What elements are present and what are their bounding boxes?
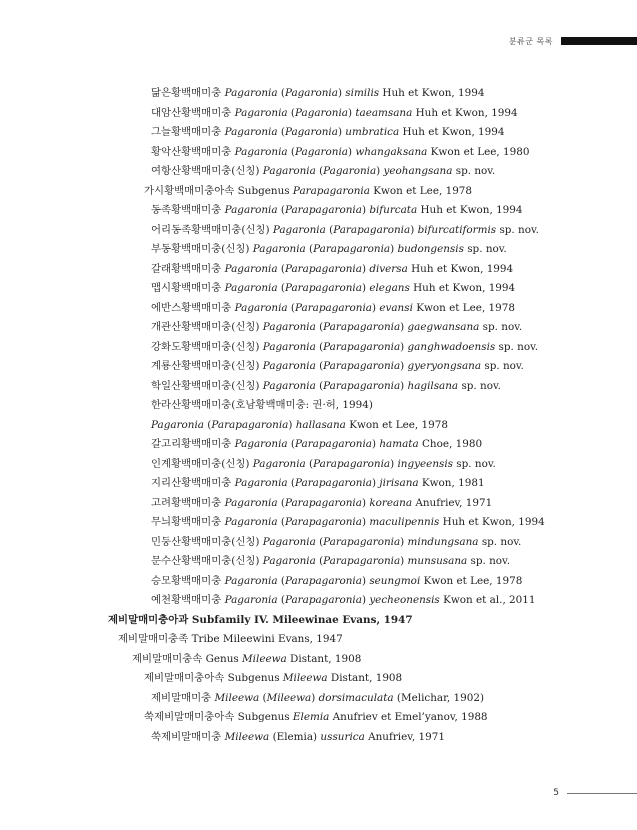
scientific-name: bifurcata: [369, 204, 418, 216]
scientific-name: Pagaronia: [224, 262, 278, 275]
taxon-entry: [132, 652, 361, 672]
scientific-name: Parapagaronia: [313, 457, 391, 470]
taxon-text: 동족황백매미충: [151, 204, 225, 216]
taxon-text: (: [277, 574, 285, 587]
taxon-text: sp. nov.: [481, 360, 524, 372]
scientific-name: gyeryongsana: [407, 360, 482, 372]
scientific-name: Pagaronia: [234, 438, 288, 450]
taxon-text: 고려황백매미충: [151, 496, 225, 509]
taxon-entry: [144, 184, 472, 204]
scientific-name: maculipennis: [369, 516, 440, 528]
scientific-name: Parapagaronia: [323, 321, 401, 333]
scientific-name: Parapagaronia: [333, 223, 411, 236]
taxon-text: (: [277, 496, 285, 509]
taxon-text: 승모황백매미충: [151, 574, 225, 587]
scientific-name: Pagaronia: [224, 516, 278, 528]
scientific-name: Pagaronia: [284, 126, 338, 138]
scientific-name: hamata: [379, 438, 419, 450]
taxon-entry: [118, 632, 343, 652]
scientific-name: evansi: [379, 301, 413, 314]
scientific-name: diversa: [369, 262, 408, 275]
taxon-text: (: [277, 594, 285, 606]
taxon-text: ): [337, 126, 346, 138]
taxon-text: (: [259, 691, 267, 704]
taxon-entry: [144, 671, 402, 691]
taxon-text: 제비말매미충아속 Subgenus: [144, 672, 283, 684]
taxon-text: sp. nov.: [479, 321, 523, 333]
scientific-name: Pagaronia: [234, 301, 288, 314]
taxon-text: 인계황백매미충(신칭): [151, 457, 253, 470]
taxon-entry: [151, 554, 510, 574]
taxon-text: 지리산황백매미충: [151, 477, 235, 489]
scientific-name: jirisana: [379, 477, 419, 489]
taxon-text: ): [311, 691, 319, 704]
scientific-name: ussurica: [320, 730, 365, 743]
scientific-name: Parapagaronia: [211, 418, 289, 431]
taxon-entry: [151, 691, 484, 711]
taxon-text: Huh et Kwon, 1994: [379, 87, 485, 99]
taxon-entry: [151, 398, 373, 418]
taxon-text: Anufriev, 1971: [412, 496, 493, 509]
taxon-text: 계룡산황백매미충(신칭): [151, 360, 263, 372]
scientific-name: ganghwadoensis: [407, 340, 496, 353]
header-title: 분류군 목록: [508, 36, 553, 46]
taxon-entry: [151, 86, 484, 106]
taxon-text: (: [315, 321, 324, 333]
scientific-name: Pagaronia: [224, 282, 278, 294]
taxon-text: Huh et Kwon, 1994: [412, 106, 518, 119]
header-bar: [561, 37, 637, 45]
taxon-entry: [151, 262, 513, 282]
page-header: [509, 34, 637, 48]
taxon-text: sp. nov.: [478, 535, 522, 548]
scientific-name: Parapagaronia: [294, 301, 372, 314]
taxon-text: ): [400, 379, 408, 392]
taxon-entry: [151, 242, 507, 262]
taxon-text: (: [315, 165, 324, 177]
scientific-name: mindungsana: [407, 535, 479, 548]
scientific-name: Pagaronia: [284, 87, 338, 99]
scientific-name: umbratica: [345, 126, 400, 138]
scientific-name: taeamsana: [355, 106, 413, 119]
taxon-text: Huh et Kwon, 1994: [407, 262, 514, 275]
scientific-name: Pagaronia: [262, 535, 316, 548]
scientific-name: Pagaronia: [224, 574, 278, 587]
scientific-name: Parapagaronia: [284, 204, 362, 216]
taxon-text: (: [277, 87, 285, 99]
taxon-entry: [151, 379, 501, 399]
taxon-text: (: [287, 438, 295, 450]
taxon-text: (Elemia): [269, 730, 321, 743]
scientific-name: Parapagaronia: [313, 243, 391, 255]
taxon-text: Anufriev et Emel’yanov, 1988: [329, 711, 488, 723]
scientific-name: bifurcatiformis: [417, 223, 497, 236]
taxon-text: ): [390, 243, 398, 255]
taxon-text: ): [347, 106, 356, 119]
taxon-entry: [151, 730, 445, 750]
taxon-text: Anufriev, 1971: [364, 730, 445, 743]
taxon-text: 부동황백매미충(신칭): [151, 243, 253, 255]
taxon-text: (: [315, 360, 324, 372]
taxon-text: 무늬황백매미충: [151, 516, 225, 528]
scientific-name: Pagaronia: [262, 555, 316, 567]
scientific-name: elegans: [369, 282, 410, 294]
taxon-text: sp. nov.: [467, 555, 510, 567]
scientific-name: Parapagaronia: [323, 535, 401, 548]
scientific-name: Pagaronia: [262, 321, 316, 333]
taxon-text: 여항산황백매미충(신칭): [151, 165, 263, 177]
scientific-name: Mileewa: [242, 652, 287, 665]
taxon-text: ): [288, 418, 296, 431]
scientific-name: Parapagaronia: [284, 282, 362, 294]
scientific-name: Parapagaronia: [292, 184, 370, 197]
scientific-name: Parapagaronia: [294, 438, 372, 450]
scientific-name: Pagaronia: [323, 165, 377, 177]
scientific-name: Pagaronia: [294, 106, 348, 119]
taxon-text: (: [277, 126, 285, 138]
scientific-name: hallasana: [295, 418, 346, 431]
taxon-text: 개관산황백매미충(신칭): [151, 321, 263, 333]
taxon-text: ): [371, 301, 380, 314]
taxon-entry: [151, 223, 539, 243]
taxon-text: ): [400, 535, 408, 548]
taxon-text: ): [337, 87, 346, 99]
taxon-text: (: [315, 535, 324, 548]
taxon-text: ): [361, 574, 370, 587]
scientific-name: Pagaronia: [224, 496, 278, 509]
scientific-name: Pagaronia: [272, 223, 326, 236]
taxon-text: (: [315, 340, 324, 353]
taxon-entry: [151, 281, 515, 301]
scientific-name: whangaksana: [355, 145, 428, 158]
scientific-name: Parapagaronia: [284, 594, 362, 606]
taxon-text: Kwon et Lee, 1978: [412, 301, 515, 314]
taxon-entry: [151, 593, 536, 613]
taxon-text: Huh et Kwon, 1994: [409, 282, 516, 294]
taxon-text: sp. nov.: [495, 340, 539, 353]
scientific-name: Pagaronia: [252, 243, 306, 255]
scientific-name: Pagaronia: [262, 360, 316, 372]
scientific-name: Pagaronia: [224, 87, 278, 99]
taxon-text: 어리동족황백매미충(신칭): [151, 223, 273, 236]
taxon-text: 한라산황백매미충(호남황백매미충: 권·허, 1994): [151, 399, 373, 411]
scientific-name: Mileewa: [214, 691, 260, 704]
scientific-name: Parapagaronia: [284, 516, 362, 528]
scientific-name: Parapagaronia: [284, 574, 362, 587]
taxon-entry: [151, 515, 545, 535]
taxon-text: 제비말매미충아과 Subfamily IV. Mileewinae Evans, 1947: [108, 613, 413, 626]
taxon-text: ): [361, 282, 370, 294]
scientific-name: Parapagaronia: [284, 496, 362, 509]
taxon-text: (: [287, 106, 295, 119]
taxon-text: Distant, 1908: [327, 672, 403, 684]
scientific-name: budongensis: [397, 243, 464, 255]
taxon-text: Distant, 1908: [286, 652, 362, 665]
scientific-name: dorsimaculata: [318, 691, 394, 704]
taxon-text: Huh et Kwon, 1994: [417, 204, 523, 216]
taxon-text: (: [287, 301, 295, 314]
page-footer: [553, 788, 637, 798]
taxon-text: sp. nov.: [463, 243, 507, 255]
scientific-name: koreana: [369, 496, 413, 509]
taxon-text: 제비말매미충족 Tribe Mileewini Evans, 1947: [118, 633, 343, 645]
taxon-text: 강화도황백매미충(신칭): [151, 340, 263, 353]
taxon-entry: [151, 457, 496, 477]
taxon-entry: [151, 496, 492, 516]
taxon-text: (: [204, 418, 212, 431]
taxon-text: sp. nov.: [452, 165, 496, 177]
taxon-text: (: [277, 262, 285, 275]
scientific-name: Pagaronia: [224, 594, 278, 606]
taxon-text: ): [390, 457, 398, 470]
taxon-text: Choe, 1980: [418, 438, 483, 450]
taxon-text: 맵시황백매미충: [151, 282, 225, 294]
taxon-text: Huh et Kwon, 1994: [399, 126, 505, 138]
taxon-text: sp. nov.: [453, 457, 496, 470]
taxon-text: 학일산황백매미충(신칭): [151, 379, 263, 392]
taxon-text: (: [277, 282, 285, 294]
taxon-entry: [151, 359, 524, 379]
taxon-text: Kwon et Lee, 1978: [345, 418, 448, 431]
taxon-text: Kwon, 1981: [418, 477, 485, 489]
taxon-text: (: [277, 204, 285, 216]
scientific-name: Parapagaronia: [294, 477, 372, 489]
taxon-text: 쑥제비말매미충: [151, 730, 225, 743]
taxon-entry: [144, 710, 488, 730]
scientific-name: Pagaronia: [234, 477, 288, 489]
taxon-text: (: [325, 223, 334, 236]
scientific-name: Pagaronia: [294, 145, 348, 158]
taxon-text: (: [287, 145, 295, 158]
taxon-text: (: [315, 555, 324, 567]
taxon-entry: [151, 476, 485, 496]
scientific-name: Parapagaronia: [284, 262, 362, 275]
taxon-entry: [151, 418, 448, 438]
taxon-entry: [151, 320, 522, 340]
scientific-name: Parapagaronia: [323, 340, 401, 353]
scientific-name: Pagaronia: [252, 457, 306, 470]
taxon-text: 쑥제비말매미충아속 Subgenus: [144, 711, 293, 723]
taxon-text: sp. nov.: [458, 379, 501, 392]
scientific-name: Parapagaronia: [323, 379, 401, 392]
taxon-text: (: [305, 457, 314, 470]
scientific-name: Pagaronia: [234, 106, 288, 119]
taxon-text: ): [361, 594, 370, 606]
scientific-name: yecheonensis: [369, 594, 440, 606]
taxon-text: ): [361, 516, 370, 528]
taxon-text: 제비말매미충속 Genus: [132, 652, 243, 665]
taxon-text: ): [361, 262, 370, 275]
scientific-name: Pagaronia: [234, 145, 288, 158]
scientific-name: Pagaronia: [224, 126, 278, 138]
taxon-text: ): [361, 204, 370, 216]
taxon-text: 닮은황백매미충: [151, 87, 225, 99]
taxon-text: ): [361, 496, 370, 509]
page-number: 5: [553, 788, 559, 798]
scientific-name: Pagaronia: [262, 165, 316, 177]
taxon-text: ): [400, 340, 408, 353]
taxon-text: (Melichar, 1902): [393, 691, 485, 704]
taxon-entry: [151, 535, 521, 555]
taxon-text: 예천황백매미충: [151, 594, 225, 606]
scientific-name: Pagaronia: [224, 204, 278, 216]
scientific-name: Pagaronia: [262, 340, 316, 353]
scientific-name: Parapagaronia: [323, 360, 401, 372]
taxon-text: ): [410, 223, 418, 236]
scientific-name: Mileewa: [282, 672, 328, 684]
taxon-text: (: [305, 243, 314, 255]
taxon-text: 에반스황백매미충: [151, 301, 235, 314]
taxon-entry: [108, 613, 413, 633]
scientific-name: yeohangsana: [383, 165, 453, 177]
taxon-text: 제비말매미충: [151, 691, 215, 704]
taxon-text: 갈래황백매미충: [151, 262, 225, 275]
taxon-text: 황악산황백매미충: [151, 145, 235, 158]
taxon-entry: [151, 164, 495, 184]
taxon-text: (: [315, 379, 324, 392]
taxon-text: 갈고리황백매미충: [151, 438, 235, 450]
footer-rule: [567, 793, 637, 794]
scientific-name: munsusana: [407, 555, 468, 567]
taxon-text: ): [371, 477, 380, 489]
scientific-name: hagilsana: [407, 379, 459, 392]
scientific-name: Parapagaronia: [323, 555, 401, 567]
taxon-text: Kwon et Lee, 1978: [420, 574, 523, 587]
scientific-name: Mileewa: [224, 730, 270, 743]
taxon-entry: [151, 125, 505, 145]
taxon-entry: [151, 203, 523, 223]
taxon-text: 가시황백매미충아속 Subgenus: [144, 184, 293, 197]
taxon-text: 민둥산황백매미충(신칭): [151, 535, 263, 548]
taxon-text: ): [347, 145, 356, 158]
taxon-text: (: [277, 516, 285, 528]
taxon-text: ): [376, 165, 384, 177]
taxon-text: sp. nov.: [496, 223, 539, 236]
taxon-text: 문수산황백매미충(신칭): [151, 555, 263, 567]
taxon-text: Kwon et Lee, 1978: [369, 184, 473, 197]
taxon-entry: [151, 301, 515, 321]
scientific-name: gaegwansana: [407, 321, 480, 333]
taxon-entry: [151, 106, 518, 126]
scientific-name: Elemia: [292, 711, 330, 723]
scientific-name: similis: [345, 87, 380, 99]
taxon-entry: [151, 574, 522, 594]
taxon-entry: [151, 340, 538, 360]
scientific-name: Pagaronia: [262, 379, 316, 392]
taxon-text: 대암산황백매미충: [151, 106, 235, 119]
taxon-text: Kwon et al., 2011: [439, 594, 536, 606]
taxon-text: ): [400, 321, 408, 333]
taxon-text: 그늘황백매미충: [151, 126, 225, 138]
scientific-name: ingyeensis: [397, 457, 453, 470]
taxon-text: ): [400, 360, 408, 372]
scientific-name: Mileewa: [266, 691, 312, 704]
taxon-entry: [151, 145, 529, 165]
taxon-text: ): [371, 438, 380, 450]
taxon-text: Huh et Kwon, 1994: [439, 516, 545, 528]
taxon-text: ): [400, 555, 408, 567]
scientific-name: seungmoi: [369, 574, 421, 587]
scientific-name: Pagaronia: [151, 418, 204, 431]
taxon-entry: [151, 437, 482, 457]
taxon-text: (: [287, 477, 295, 489]
taxon-text: Kwon et Lee, 1980: [427, 145, 530, 158]
